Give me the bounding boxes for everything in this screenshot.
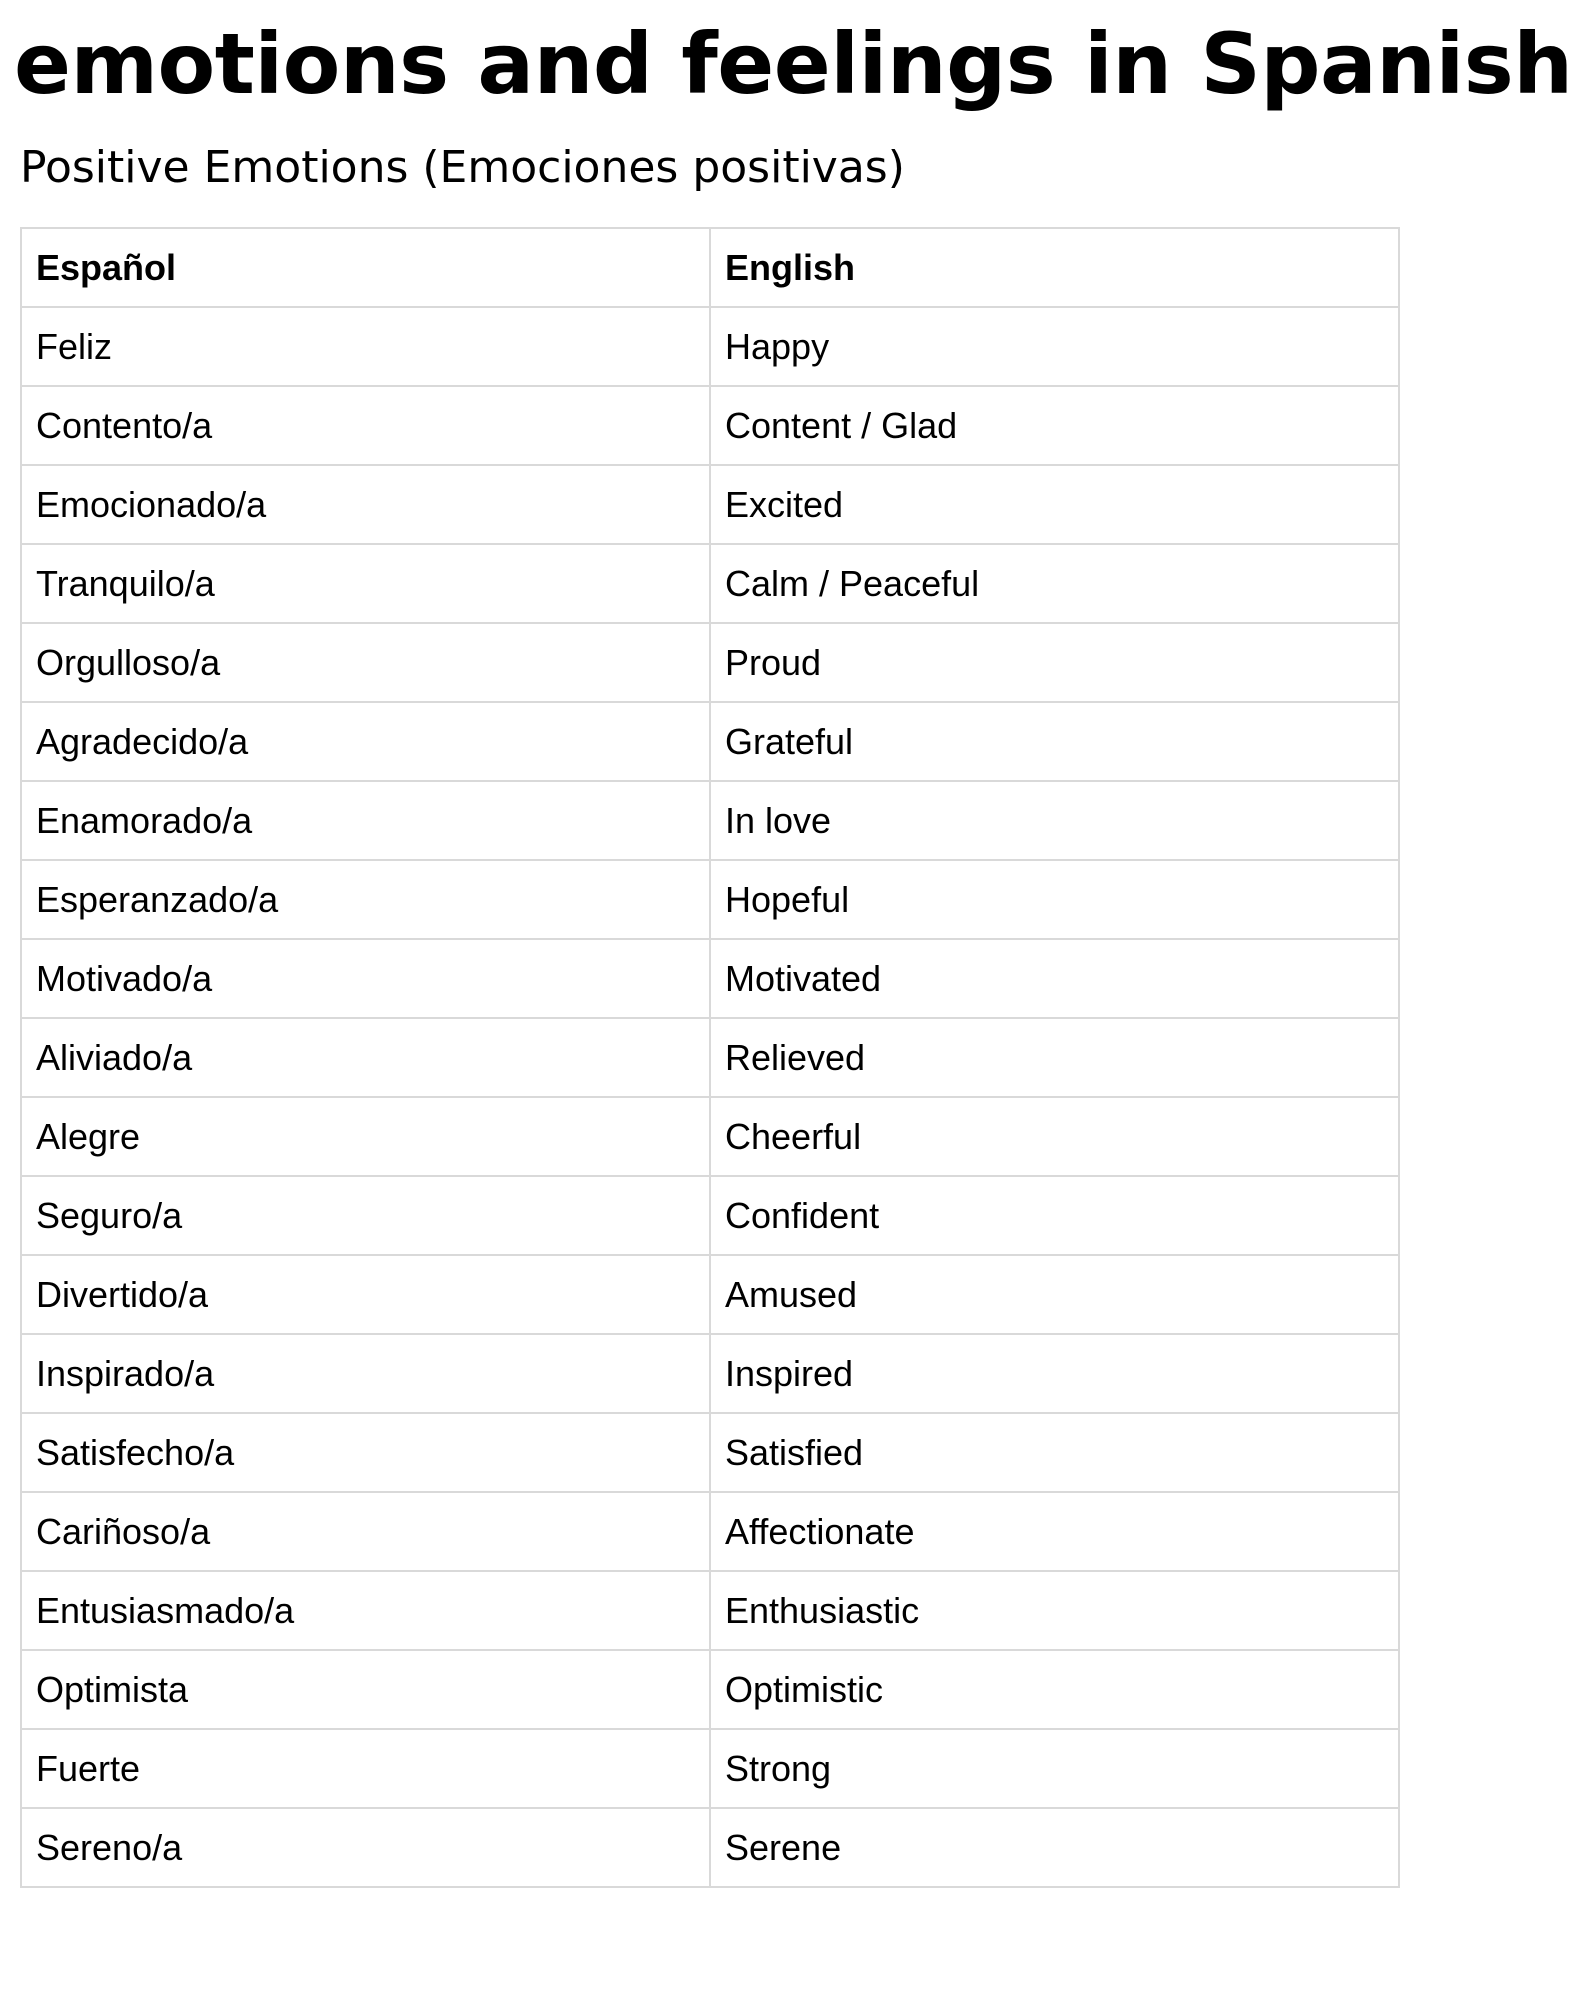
table-row	[21, 1571, 1399, 1650]
spanish-cell: Entusiasmado/a	[21, 1571, 710, 1650]
table-row	[21, 1097, 1399, 1176]
table-row	[21, 1334, 1399, 1413]
table-row	[21, 1255, 1399, 1334]
english-cell: Affectionate	[710, 1492, 1399, 1571]
spanish-cell: Optimista	[21, 1650, 710, 1729]
english-cell: Calm / Peaceful	[710, 544, 1399, 623]
table-row	[21, 1650, 1399, 1729]
english-cell: Relieved	[710, 1018, 1399, 1097]
table-header	[21, 228, 1399, 307]
table-row	[21, 1729, 1399, 1808]
english-cell: Inspired	[710, 1334, 1399, 1413]
english-cell: Enthusiastic	[710, 1571, 1399, 1650]
english-cell: Hopeful	[710, 860, 1399, 939]
english-cell: Grateful	[710, 702, 1399, 781]
table-row	[21, 544, 1399, 623]
english-cell: Serene	[710, 1808, 1399, 1887]
spanish-cell: Fuerte	[21, 1729, 710, 1808]
table-row	[21, 702, 1399, 781]
spanish-cell: Agradecido/a	[21, 702, 710, 781]
table-row	[21, 860, 1399, 939]
spanish-cell: Sereno/a	[21, 1808, 710, 1887]
spanish-cell: Contento/a	[21, 386, 710, 465]
table-row	[21, 1176, 1399, 1255]
english-cell: In love	[710, 781, 1399, 860]
table-row	[21, 1413, 1399, 1492]
header-row	[21, 228, 1399, 307]
english-cell: Amused	[710, 1255, 1399, 1334]
english-cell: Cheerful	[710, 1097, 1399, 1176]
spanish-cell: Feliz	[21, 307, 710, 386]
table-row	[21, 465, 1399, 544]
english-cell: Strong	[710, 1729, 1399, 1808]
spanish-cell: Orgulloso/a	[21, 623, 710, 702]
page-title: emotions and feelings in Spanish	[14, 15, 1573, 113]
table-row	[21, 386, 1399, 465]
spanish-cell: Emocionado/a	[21, 465, 710, 544]
spanish-cell: Enamorado/a	[21, 781, 710, 860]
english-cell: Excited	[710, 465, 1399, 544]
spanish-cell: Satisfecho/a	[21, 1413, 710, 1492]
header-spanish: Español	[21, 228, 710, 307]
header-english: English	[710, 228, 1399, 307]
spanish-cell: Cariñoso/a	[21, 1492, 710, 1571]
spanish-cell: Alegre	[21, 1097, 710, 1176]
spanish-cell: Divertido/a	[21, 1255, 710, 1334]
english-cell: Optimistic	[710, 1650, 1399, 1729]
english-cell: Content / Glad	[710, 386, 1399, 465]
english-cell: Happy	[710, 307, 1399, 386]
spanish-cell: Aliviado/a	[21, 1018, 710, 1097]
table-body	[21, 307, 1399, 1887]
spanish-cell: Tranquilo/a	[21, 544, 710, 623]
table-row	[21, 1808, 1399, 1887]
spanish-cell: Seguro/a	[21, 1176, 710, 1255]
spanish-cell: Motivado/a	[21, 939, 710, 1018]
section-heading: Positive Emotions (Emociones positivas)	[20, 142, 905, 193]
english-cell: Confident	[710, 1176, 1399, 1255]
vocabulary-table	[20, 227, 1400, 1888]
table-row	[21, 307, 1399, 386]
table-row	[21, 939, 1399, 1018]
table-row	[21, 1492, 1399, 1571]
table-row	[21, 1018, 1399, 1097]
english-cell: Satisfied	[710, 1413, 1399, 1492]
english-cell: Motivated	[710, 939, 1399, 1018]
english-cell: Proud	[710, 623, 1399, 702]
table-row	[21, 781, 1399, 860]
spanish-cell: Esperanzado/a	[21, 860, 710, 939]
spanish-cell: Inspirado/a	[21, 1334, 710, 1413]
table-row	[21, 623, 1399, 702]
